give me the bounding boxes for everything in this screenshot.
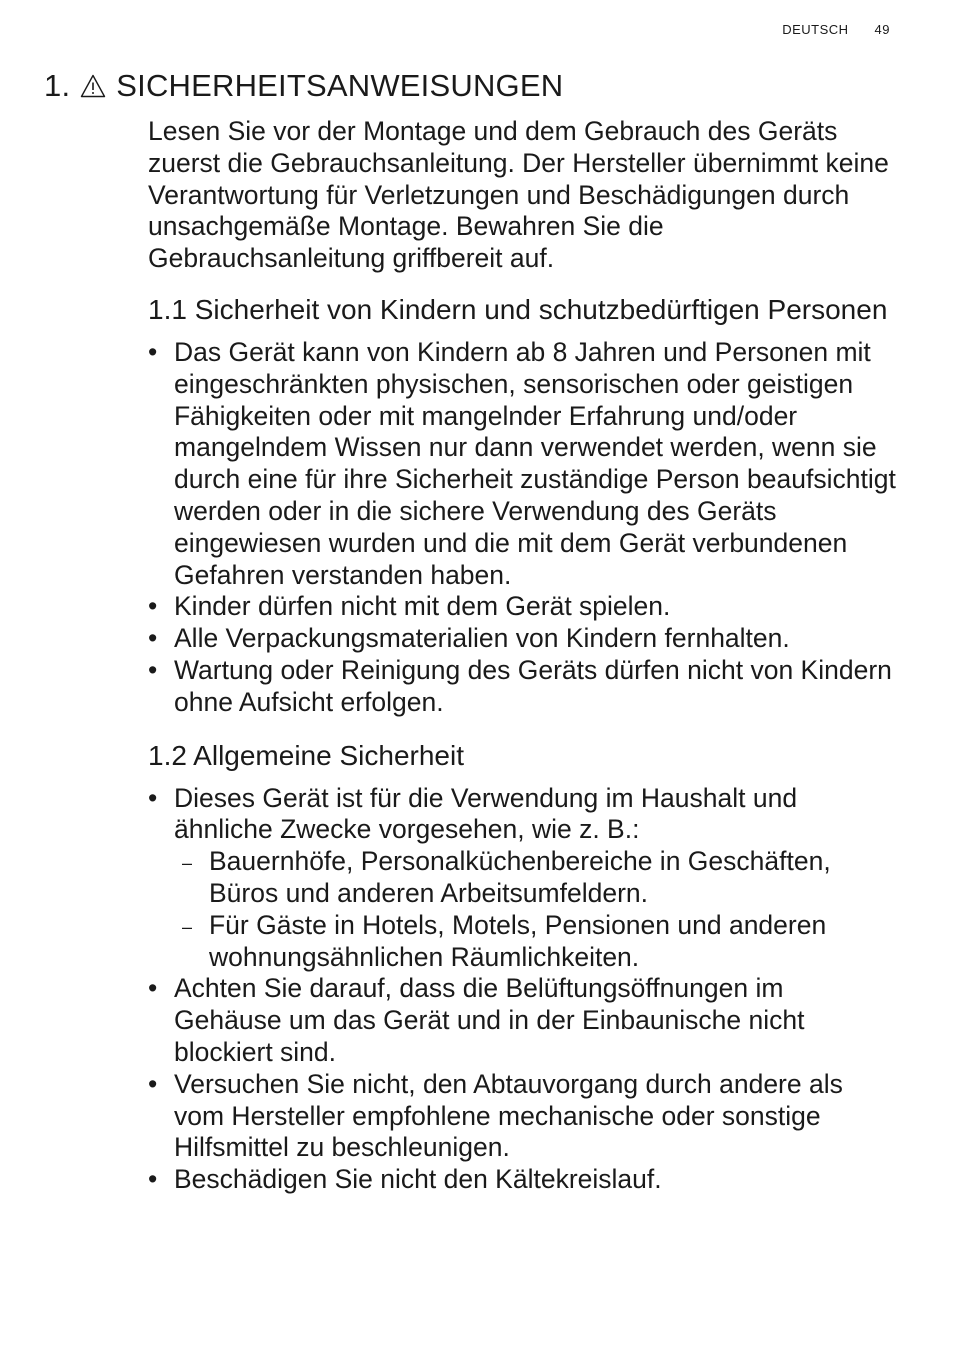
list-item: • Versuchen Sie nicht, den Abtauvorgang durch andere als vom Hersteller empfohlene mechanische oder sonstige Hilfsmittel zu beschleunigen. <box>148 1069 898 1164</box>
list-item: • Das Gerät kann von Kindern ab 8 Jahren und Personen mit eingeschränkten physischen, sensorischen oder geistigen Fähigkeiten oder mit mangelnder Erfahrung und/oder mangelndem Wissen nur dann verwendet werden, wenn sie durch eine für ihre Sicherheit zuständige Person beaufsichtigt werden oder in die sichere Verwendung des Geräts eingewiesen wurden und die mit dem Gerät verbundenen Gefahren verstanden haben. <box>148 337 898 591</box>
list-item: • Beschädigen Sie nicht den Kältekreislauf. <box>148 1164 898 1196</box>
intro-paragraph: Lesen Sie vor der Montage und dem Gebrauch des Geräts zuerst die Gebrauchsanleitung. Der Hersteller übernimmt keine Verantwortung für Verletzungen und Beschädigungen durch unsachgemäße Montage. Bewahren Sie die Gebrauchsanleitung griffbereit auf. <box>148 116 889 274</box>
sub-list-item: – Bauernhöfe, Personalküchenbereiche in Geschäften, Büros und anderen Arbeitsumfeldern. <box>174 846 898 910</box>
language-label: DEUTSCH <box>782 22 849 37</box>
main-content <box>148 116 898 1216</box>
sub-list <box>174 846 898 973</box>
warning-triangle-icon <box>80 74 106 98</box>
children-safety-list <box>148 337 898 719</box>
subsection-title: Allgemeine Sicherheit <box>193 739 464 771</box>
list-item: • Kinder dürfen nicht mit dem Gerät spielen. <box>148 591 898 623</box>
section-title <box>44 68 563 104</box>
subsection-heading-children <box>148 293 898 327</box>
subsection-title: Sicherheit von Kindern und schutzbedürftigen Personen <box>194 293 888 325</box>
subsection-heading-general <box>148 739 898 773</box>
subsection-number: 1.1 <box>148 293 187 325</box>
section-title-text: SICHERHEITSANWEISUNGEN <box>116 68 564 103</box>
list-item: • Achten Sie darauf, dass die Belüftungsöffnungen im Gehäuse um das Gerät und in der Einbaunische nicht blockiert sind. <box>148 973 898 1068</box>
list-item-text: Dieses Gerät ist für die Verwendung im Haushalt und ähnliche Zwecke vorgesehen, wie z. B.: <box>174 782 798 845</box>
general-safety-list <box>148 783 898 1196</box>
page-header <box>782 22 890 37</box>
sub-list-item: – Für Gäste in Hotels, Motels, Pensionen und anderen wohnungsähnlichen Räumlichkeiten. <box>174 910 898 974</box>
list-item <box>148 783 898 974</box>
section-number: 1. <box>44 68 71 103</box>
subsection-number: 1.2 <box>148 739 187 771</box>
list-item: • Wartung oder Reinigung des Geräts dürfen nicht von Kindern ohne Aufsicht erfolgen. <box>148 655 898 719</box>
list-item: • Alle Verpackungsmaterialien von Kindern fernhalten. <box>148 623 898 655</box>
page-number: 49 <box>874 22 890 37</box>
